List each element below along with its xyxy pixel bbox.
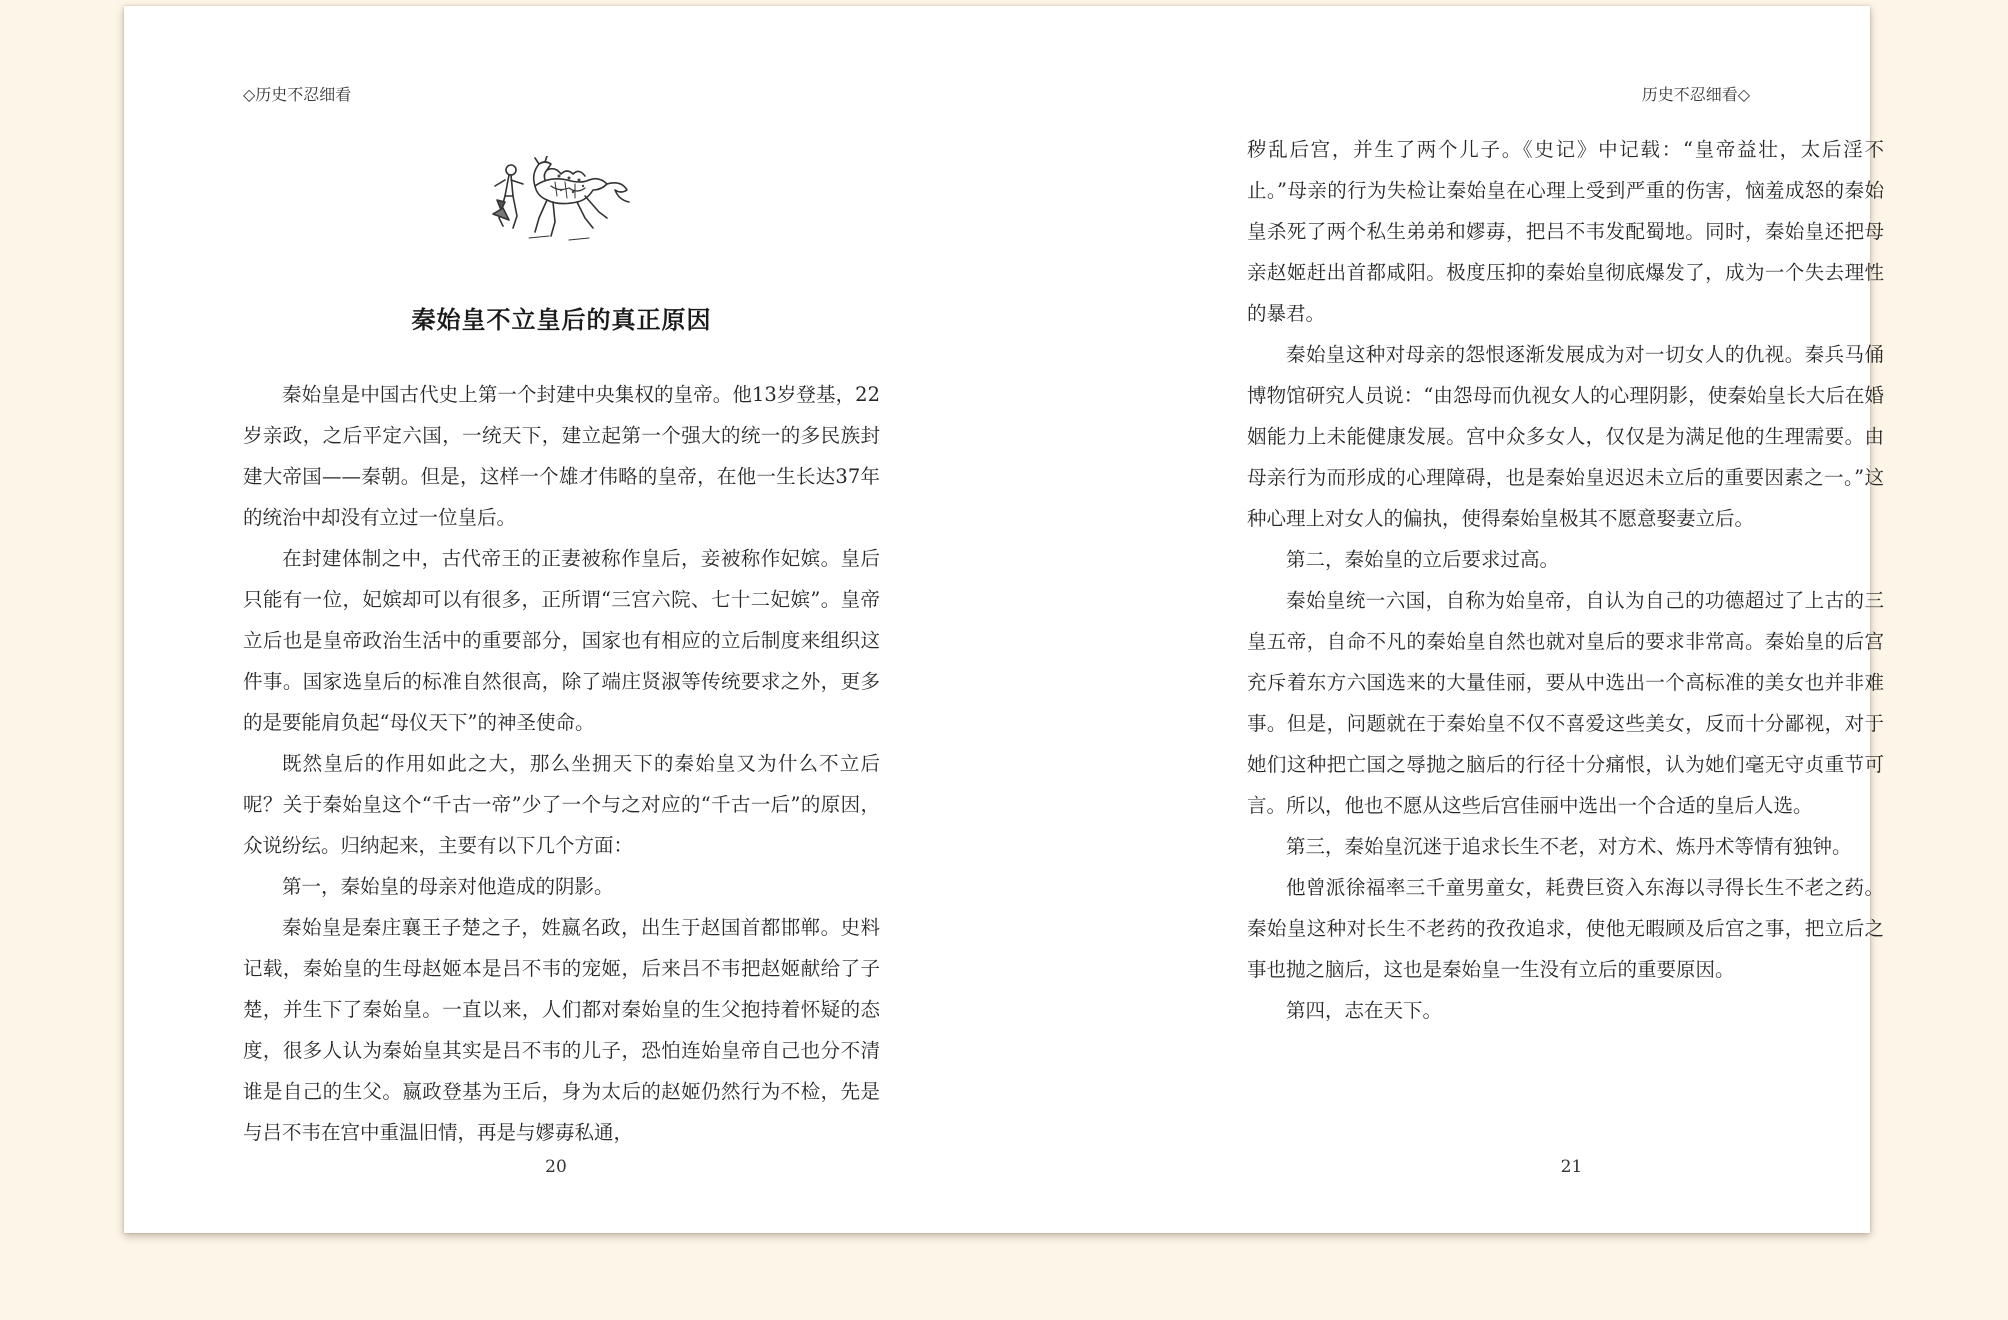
right-body-text (1247, 129, 1884, 1031)
paragraph: 他曾派徐福率三千童男童女，耗费巨资入东海以寻得长生不老之药。秦始皇这种对长生不老药的孜孜追求，使他无暇顾及后宫之事，把立后之事也抛之脑后，这也是秦始皇一生没有立后的重要原因。 (1247, 876, 1884, 981)
paragraph: 秦始皇这种对母亲的怨恨逐渐发展成为对一切女人的仇视。秦兵马俑博物馆研究人员说：“由怨母而仇视女人的心理阴影，使秦始皇长大后在婚姻能力上未能健康发展。宫中众多女人，仅仅是为满足他的生理需要。由母亲行为而形成的心理障碍，也是秦始皇迟迟未立后的重要因素之一。”这种心理上对女人的偏执，使得秦始皇极其不愿意娶妻立后。 (1247, 343, 1884, 530)
chapter-title: 秦始皇不立皇后的真正原因 (411, 306, 712, 334)
right-page (997, 6, 1884, 1233)
book-spread (124, 6, 1884, 1233)
page-number-left: 20 (545, 1157, 567, 1177)
running-head-right: 历史不忍细看◇ (1641, 85, 1750, 104)
horse-and-rider-illustration-icon (489, 156, 633, 246)
paragraph: 秦始皇是秦庄襄王子楚之子，姓嬴名政，出生于赵国首都邯郸。史料记载，秦始皇的生母赵姬本是吕不韦的宠姬，后来吕不韦把赵姬献给了子楚，并生下了秦始皇。一直以来，人们都对秦始皇的生父抱持着怀疑的态度，很多人认为秦始皇其实是吕不韦的儿子，恐怕连始皇帝自己也分不清谁是自己的生父。嬴政登基为王后，身为太后的赵姬仍然行为不检，先是与吕不韦在宫中重温旧情，再是与嫪毐私通， (243, 916, 880, 1144)
page-number-right: 21 (1560, 1157, 1583, 1177)
running-head-left: ◇历史不忍细看 (243, 85, 352, 104)
left-body-text (243, 374, 880, 1153)
paragraph: 秦始皇是中国古代史上第一个封建中央集权的皇帝。他13岁登基，22岁亲政，之后平定六国，一统天下，建立起第一个强大的统一的多民族封建大帝国——秦朝。但是，这样一个雄才伟略的皇帝，在他一生长达37年的统治中却没有立过一位皇后。 (243, 383, 880, 529)
paragraph: 既然皇后的作用如此之大，那么坐拥天下的秦始皇又为什么不立后呢？关于秦始皇这个“千古一帝”少了一个与之对应的“千古一后”的原因，众说纷纭。归纳起来，主要有以下几个方面： (243, 752, 880, 857)
paragraph: 秦始皇统一六国，自称为始皇帝，自认为自己的功德超过了上古的三皇五帝，自命不凡的秦始皇自然也就对皇后的要求非常高。秦始皇的后宫充斥着东方六国选来的大量佳丽，要从中选出一个高标准的美女也并非难事。但是，问题就在于秦始皇不仅不喜爱这些美女，反而十分鄙视，对于她们这种把亡国之辱抛之脑后的行径十分痛恨，认为她们毫无守贞重节可言。所以，他也不愿从这些后宫佳丽中选出一个合适的皇后人选。 (1247, 589, 1884, 817)
section-heading: 第三，秦始皇沉迷于追求长生不老，对方术、炼丹术等情有独钟。 (1286, 835, 1852, 858)
section-heading: 第一，秦始皇的母亲对他造成的阴影。 (282, 875, 614, 898)
section-heading: 第四，志在天下。 (1286, 999, 1443, 1022)
continued-paragraph: 秽乱后宫，并生了两个儿子。《史记》中记载：“皇帝益壮，太后淫不止。”母亲的行为失检让秦始皇在心理上受到严重的伤害，恼羞成怒的秦始皇杀死了两个私生弟弟和嫪毐，把吕不韦发配蜀地。同时，秦始皇还把母亲赵姬赶出首都咸阳。极度压抑的秦始皇彻底爆发了，成为一个失去理性的暴君。 (1247, 138, 1884, 325)
section-heading: 第二，秦始皇的立后要求过高。 (1286, 548, 1560, 571)
paragraph: 在封建体制之中，古代帝王的正妻被称作皇后，妾被称作妃嫔。皇后只能有一位，妃嫔却可以有很多，正所谓“三宫六院、七十二妃嫔”。皇帝立后也是皇帝政治生活中的重要部分，国家也有相应的立后制度来组织这件事。国家选皇后的标准自然很高，除了端庄贤淑等传统要求之外，更多的是要能肩负起“母仪天下”的神圣使命。 (243, 547, 880, 734)
left-page (124, 6, 997, 1233)
